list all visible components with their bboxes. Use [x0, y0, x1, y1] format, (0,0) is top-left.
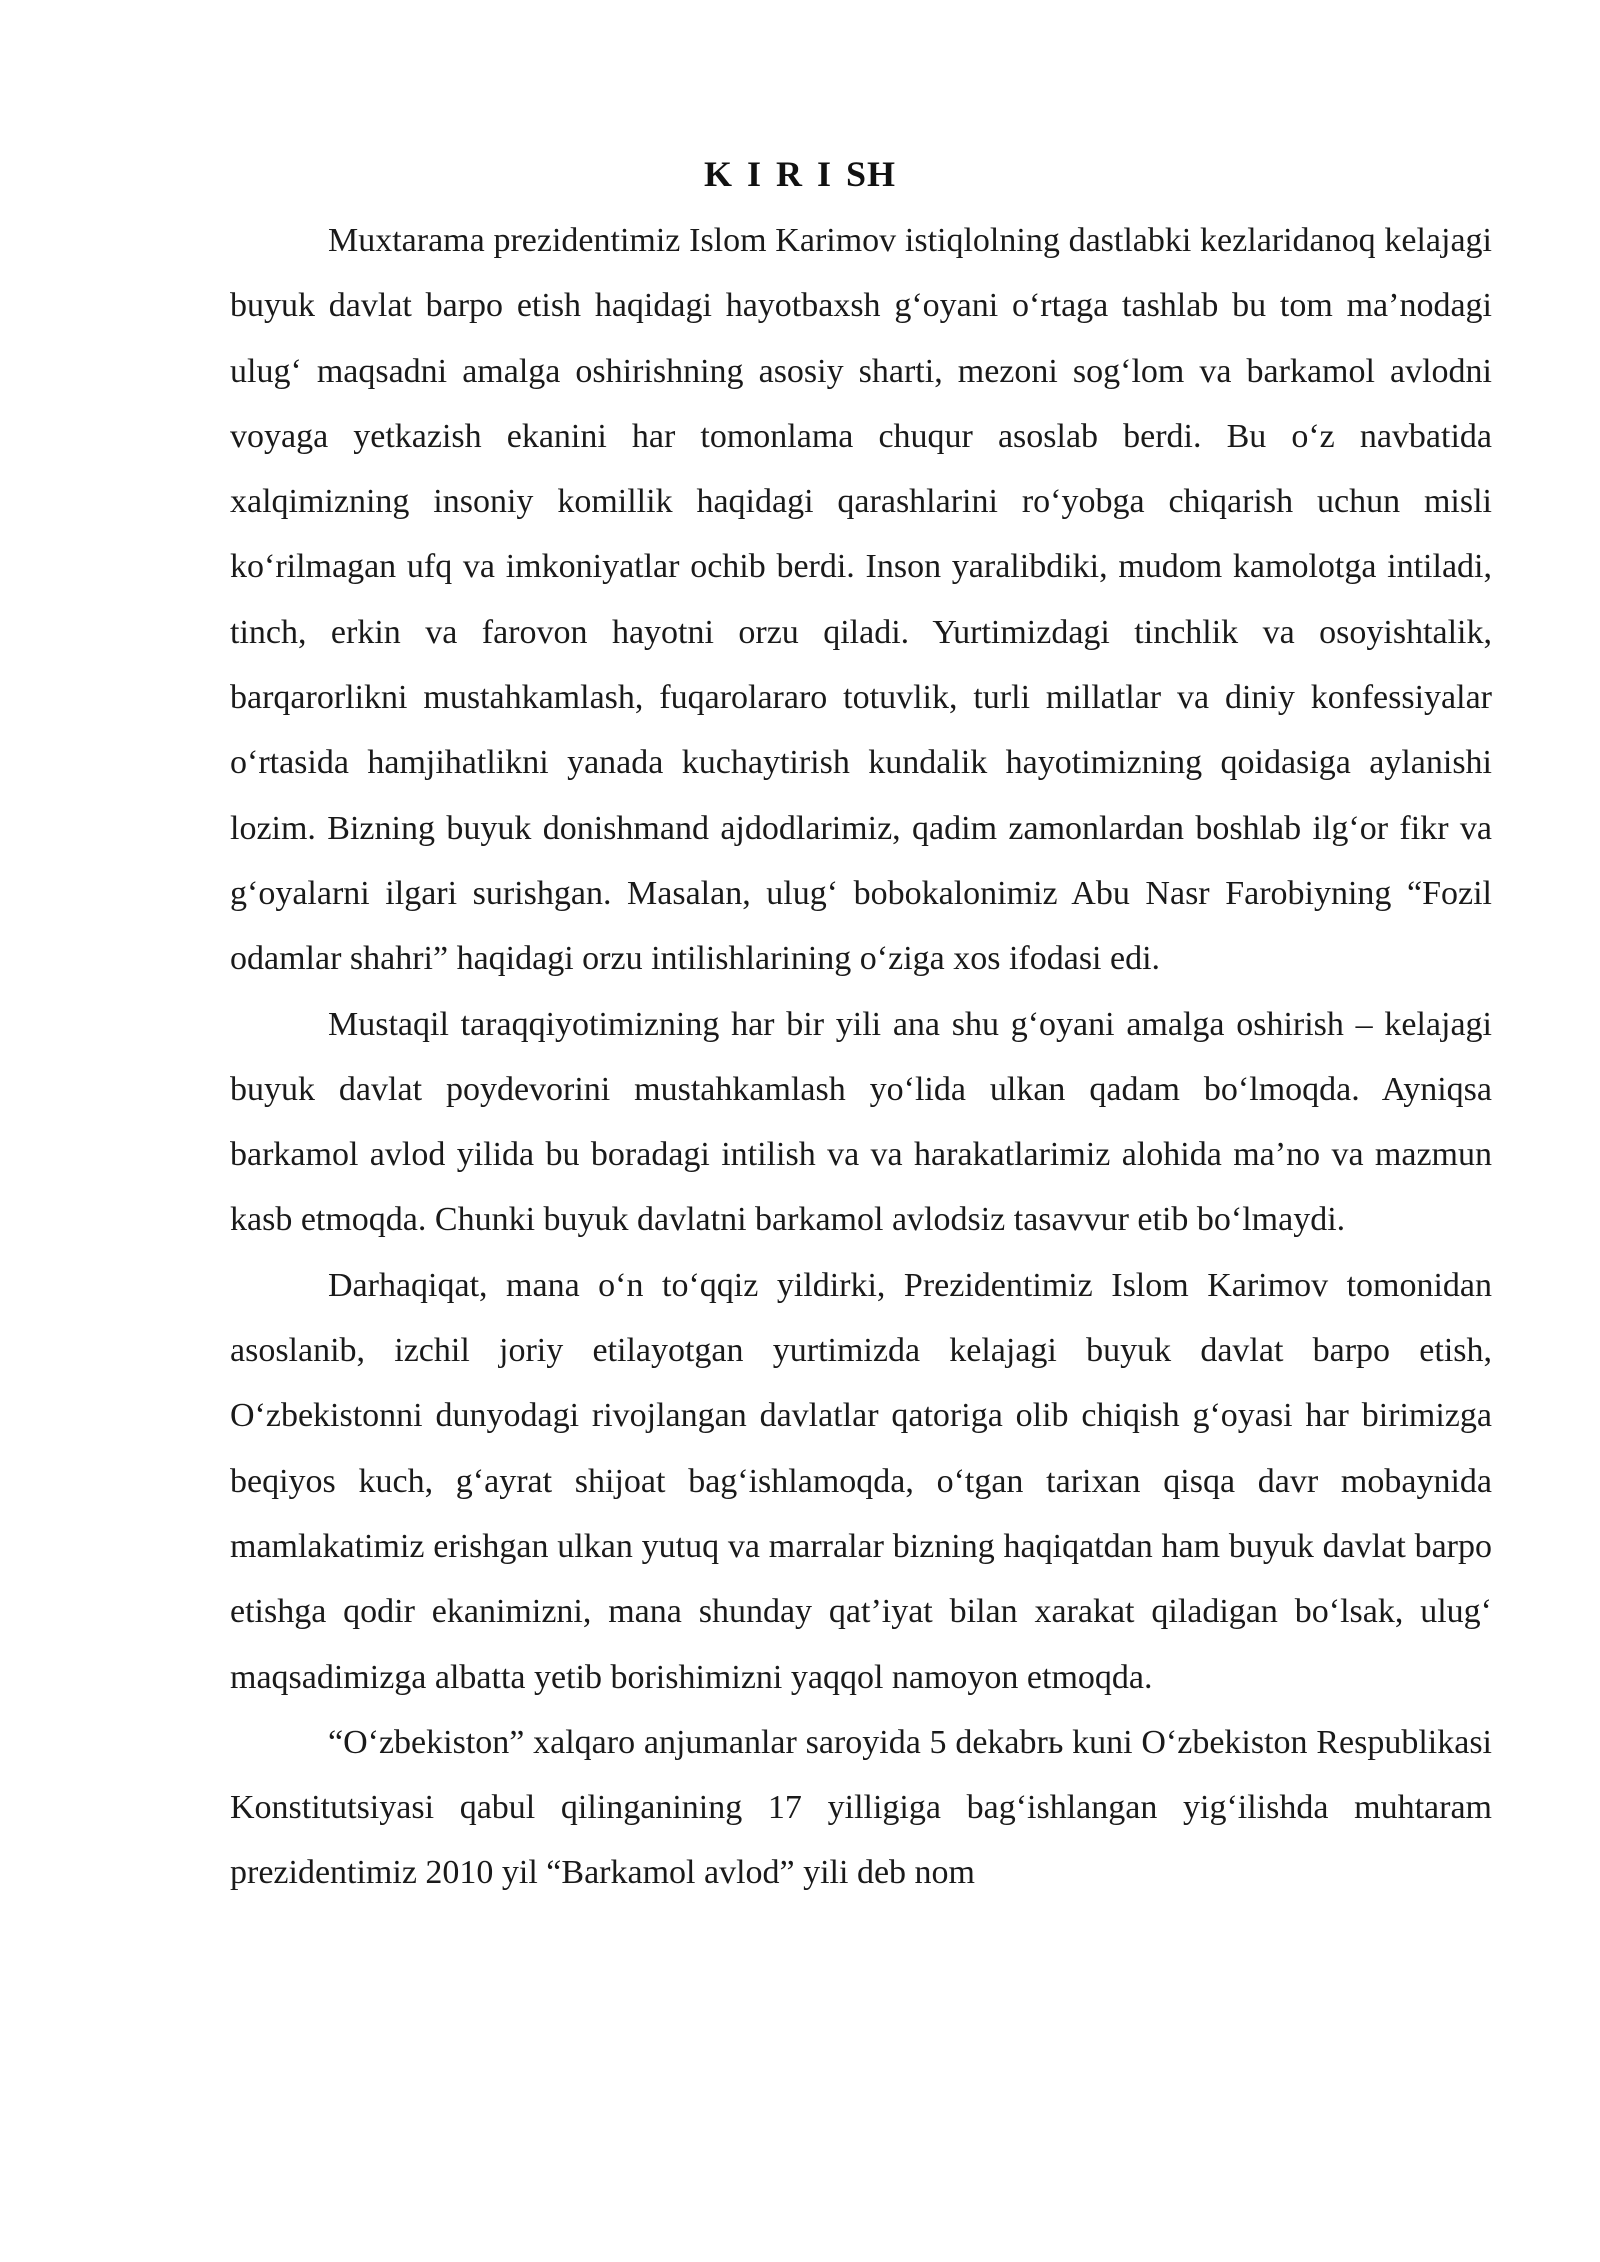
paragraph-3: Darhaqiqat, mana o‘n to‘qqiz yildirki, Prezidentimiz Islom Karimov tomonidan asoslanib, izchil joriy etilayotgan yurtimizda kelajagi buyuk davlat barpo etish, O‘zbekistonni dunyodagi rivojlangan davlatlar qatoriga olib chiqish g‘oyasi har birimizga beqiyos kuch, g‘ayrat shijoat bag‘ishlamoqda, o‘tgan tarixan qisqa davr mobaynida mamlakatimiz erishgan ulkan yutuq va marralar bizning haqiqatdan ham buyuk davlat barpo etishga qodir ekanimizni, mana shunday qat’iyat bilan xarakat qiladigan bo‘lsak, ulug‘ maqsadimizga albatta yetib borishimizni yaqqol namoyon etmoqda. — [230, 1266, 1492, 1696]
page-title: K I R I SH — [703, 154, 897, 194]
paragraph-4: “O‘zbekiston” xalqaro anjumanlar saroyida 5 dekabrь kuni O‘zbekiston Respublikasi Konstitutsiyasi qabul qilinganining 17 yilligiga bag‘ishlangan yig‘ilishda muhtaram prezidentimiz 2010 yil “Barkamol avlod” yili deb nom — [230, 1723, 1492, 1892]
paragraph-2: Mustaqil taraqqiyotimizning har bir yili ana shu g‘oyani amalga oshirish – kelajagi buyuk davlat poydevorini mustahkamlash yo‘lida ulkan qadam bo‘lmoqda. Ayniqsa barkamol avlod yilida bu boradagi intilish va va harakatlarimiz alohida ma’no va mazmun kasb etmoqda. Chunki buyuk davlatni barkamol avlodsiz tasavvur etib bo‘lmaydi. — [230, 1005, 1492, 1239]
document-body — [230, 208, 1492, 1906]
paragraph-1: Muxtarama prezidentimiz Islom Karimov istiqlolning dastlabki kezlaridanoq kelajagi buyuk davlat barpo etish haqidagi hayotbaxsh g‘oyani o‘rtaga tashlab bu tom ma’nodagi ulug‘ maqsadni amalga oshirishning asosiy sharti, mezoni sog‘lom va barkamol avlodni voyaga yetkazish ekanini har tomonlama chuqur asoslab berdi. Bu o‘z navbatida xalqimizning insoniy komillik haqidagi qarashlarini ro‘yobga chiqarish uchun misli ko‘rilmagan ufq va imkoniyatlar ochib berdi. Inson yaralibdiki, mudom kamolotga intiladi, tinch, erkin va farovon hayotni orzu qiladi. Yurtimizdagi tinchlik va osoyishtalik, barqarorlikni mustahkamlash, fuqarolararo totuvlik, turli millatlar va diniy konfessiyalar o‘rtasida hamjihatlikni yanada kuchaytirish kundalik hayotimizning qoidasiga aylanishi lozim. Bizning buyuk donishmand ajdodlarimiz, qadim zamonlardan boshlab ilg‘or fikr va g‘oyalarni ilgari surishgan. Masalan, ulug‘ bobokalonimiz Abu Nasr Farobiyning “Fozil odamlar shahri” haqidagi orzu intilishlarining o‘ziga xos ifodasi edi. — [230, 222, 1492, 978]
